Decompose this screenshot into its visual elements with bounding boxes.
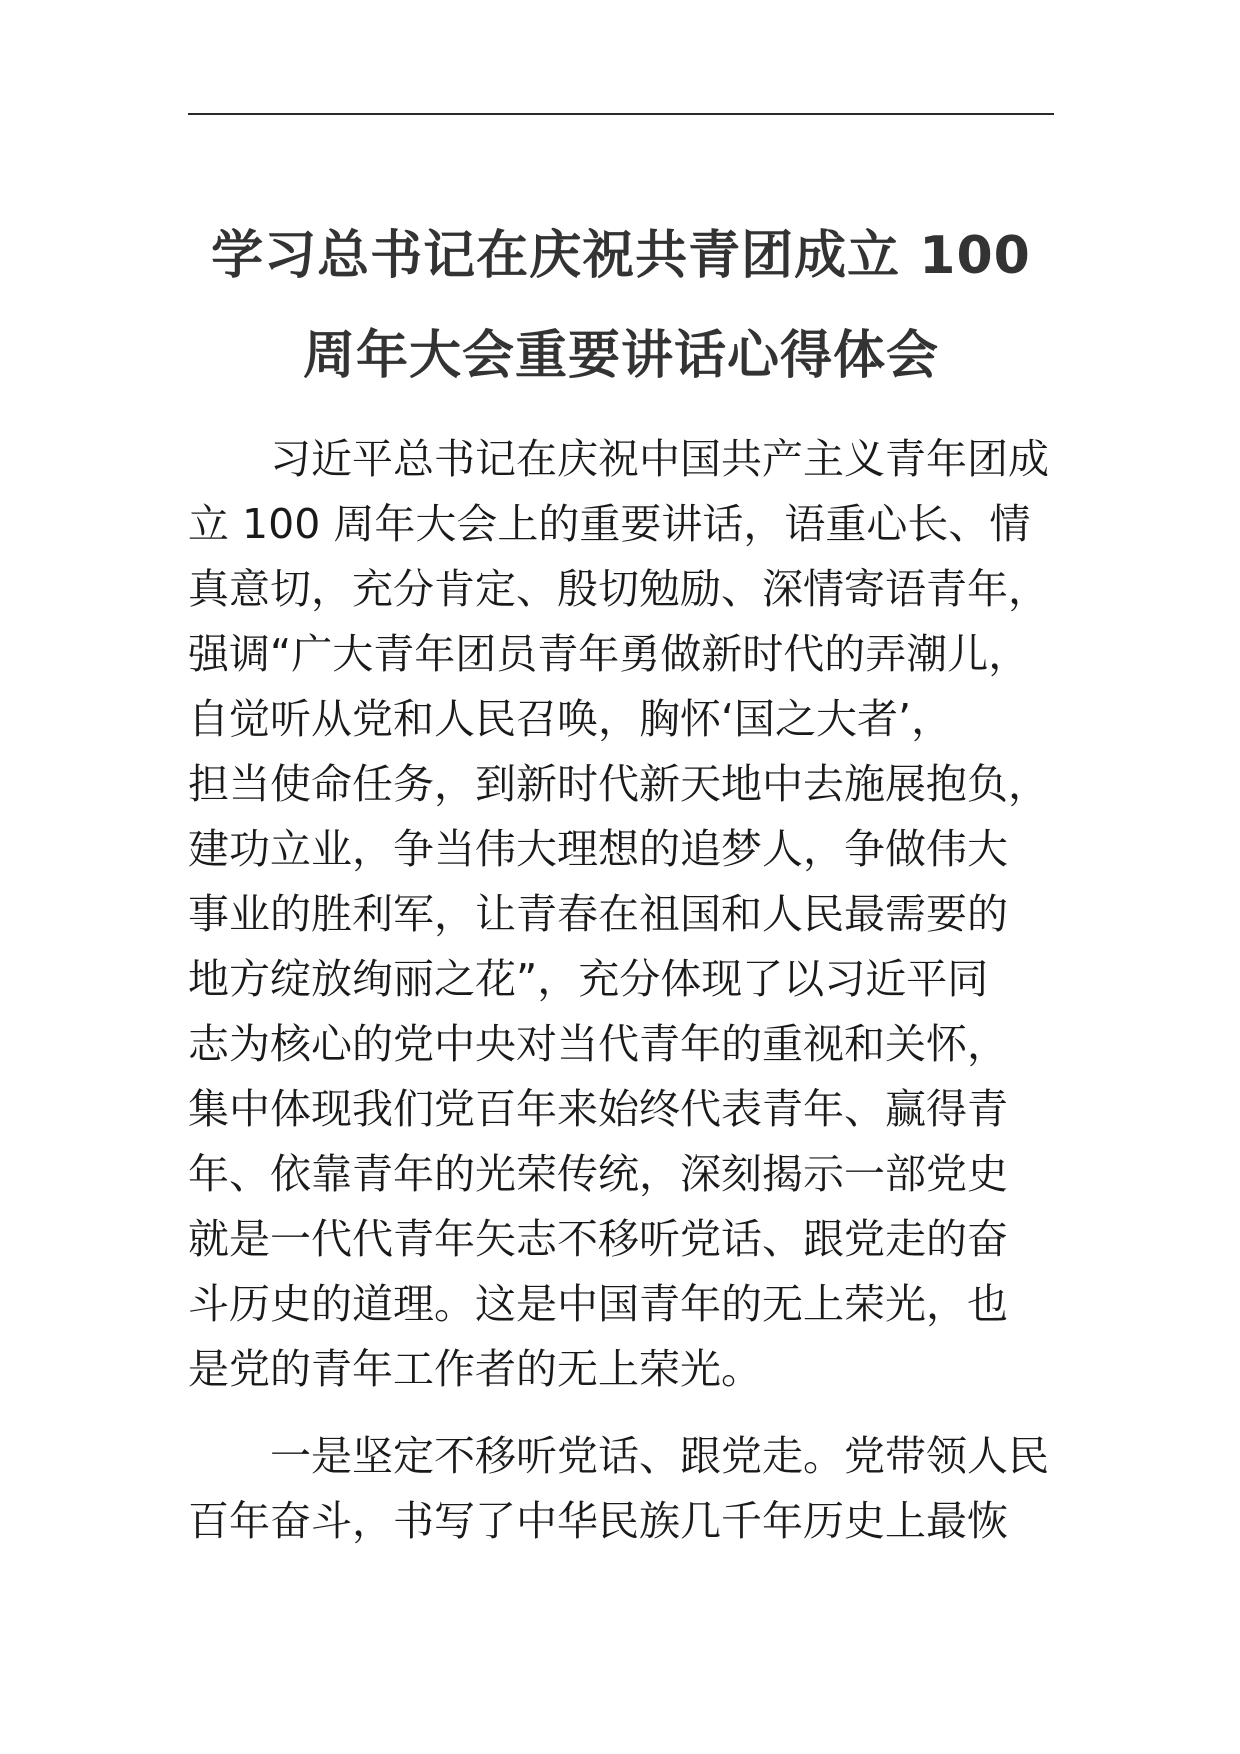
text-line: 一是坚定不移听党话、跟党走。党带领人民	[270, 1432, 1049, 1480]
text-line: 事业的胜利军，让青春在祖国和人民最需要的	[188, 890, 1008, 938]
text-line: 立 100 周年大会上的重要讲话，语重心长、情	[188, 500, 1031, 548]
text-line: 建功立业，争当伟大理想的追梦人，争做伟大	[188, 825, 1008, 873]
text-line: 斗历史的道理。这是中国青年的无上荣光，也	[188, 1280, 1008, 1328]
text-line: 地方绽放绚丽之花”，充分体现了以习近平同	[188, 955, 989, 1003]
text-line: 百年奋斗，书写了中华民族几千年历史上最恢	[188, 1497, 1008, 1545]
document-body	[188, 427, 1054, 1554]
text-line: 习近平总书记在庆祝中国共产主义青年团成	[270, 435, 1049, 483]
text-line: 担当使命任务，到新时代新天地中去施展抱负，	[188, 760, 1049, 808]
header-rule	[188, 113, 1054, 115]
text-line: 真意切，充分肯定、殷切勉励、深情寄语青年，	[188, 565, 1049, 613]
title-line: 学习总书记在庆祝共青团成立 100	[211, 226, 1031, 286]
text-line: 年、依靠青年的光荣传统，深刻揭示一部党史	[188, 1150, 1008, 1198]
paragraph-1	[188, 427, 1054, 1402]
text-line: 自觉听从党和人民召唤，胸怀‘国之大者’，	[188, 695, 953, 743]
text-line: 志为核心的党中央对当代青年的重视和关怀，	[188, 1020, 1008, 1068]
text-line: 集中体现我们党百年来始终代表青年、赢得青	[188, 1085, 1008, 1133]
document-title	[188, 206, 1054, 406]
paragraph-2	[188, 1424, 1054, 1554]
text-line: 是党的青年工作者的无上荣光。	[188, 1345, 762, 1393]
title-line: 周年大会重要讲话心得体会	[302, 326, 939, 386]
text-line: 就是一代代青年矢志不移听党话、跟党走的奋	[188, 1215, 1008, 1263]
text-line: 强调“广大青年团员青年勇做新时代的弄潮儿，	[188, 630, 1030, 678]
